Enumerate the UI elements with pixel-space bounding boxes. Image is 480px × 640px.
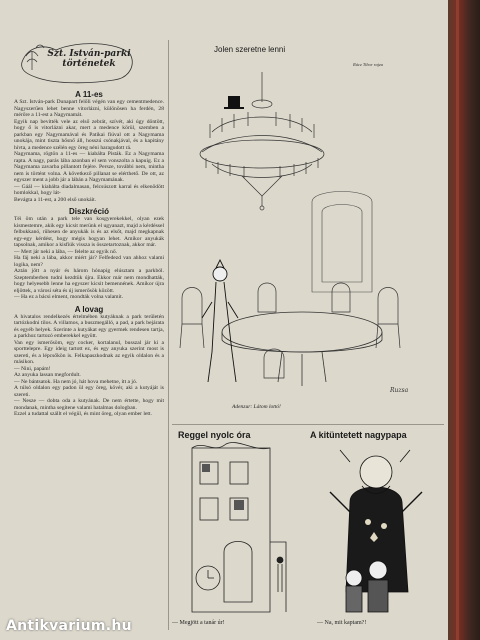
story-heading-3: A lovag [74,304,104,314]
story3-paragraph: Ezzel a tudattal szállt el végül, és mint öreg, olyan ember lett. [14,411,152,417]
book-binding [448,0,480,640]
cat-figure [202,260,238,382]
cartoon-credit: Rácz Tibor rajza [353,62,384,67]
story-heading-2: Diszkréció [68,207,110,216]
story3-paragraph: Van egy ismerősöm, egy cocker, kortalanul, busszal jár ki a sporttelepre. Egy ideig tartott ez, és egy anyuka szerint most is szereti, és a lépcsőkön is. Felkapaszkodnak az egyik oldalon és a másikon. [14,339,164,365]
cartoon-caption-bottom-right: — Na, mit kaptam?! [317,620,367,626]
cartoon-signature: Ruzsa [390,387,409,394]
series-title: Szt. István-parki történetek [47,49,131,69]
story3-paragraph: — Ne bántsatok. Ha nem jó, hát hova mehetne, itt a jó. [14,378,138,385]
story3-paragraph: A túlsó oldalon egy padon ül egy öreg, kövér, aki a kutyáját is szereti. [14,385,164,398]
cartoon-title-bottom-right: A kitüntetett nagypapa [310,430,407,440]
top-hat-icon [224,96,244,109]
column-divider [168,40,169,630]
story1-paragraph: Bevágta a 11-est, a 200 első unokáit. [14,196,97,203]
story1-paragraph: Egyik nap bevitték vele az első zebrát, szívét, aki úgy döntött, hogy ő is vitorlázni akar, mert a medence körül, szemben a parkban egy Nagymamával és Patikai fiúval ott a Nagymama unokája, mint tiszta hősnő áll, hosszú csónakjával, és a kapitány hívta, a medence szélén egy öreg néni haragudott rá. [14,118,164,151]
story2-paragraph: Aztán jött a nyár és három hónapig elúsztam a parkból. Szeptemberben tudni kezdtük újra. Ekkor már nem mondhatták, hogy helyesebb lenne ha egyszer kicsit bemennének. Amikor újra eljöttek, a városi séta és új ismerősök között. [14,268,164,294]
story3-paragraph: Az anyuka lassan megfordult. [14,372,81,378]
story3-paragraph: A hivatalos rendelkezés értelmében kutyáknak a park területén tartózkodni tilos. A villamos, a buszmegálló, a pad, a park bejárata és egyéb helyek. Szerinte a kutyákat egy gyermek rendesen tartja, a parkhoz tartozó emberekkel együtt. [14,313,164,339]
story3-paragraph: — Nini, papám! [14,365,51,372]
left-text-column [14,40,164,635]
section-divider [172,424,444,425]
story1-paragraph: A Szt. István-park Dunapart felőli végén van egy cementmedence. Nagyszerűen lehet benne vitorlázni, különösen ha ferdén, 28 mérőre a 11-est a Nagymamát. [14,99,164,118]
cartoon-caption-top: Adenzur: Látom lottó! [232,404,281,410]
cartoon-title-top: Jolen szeretne lenni [214,45,286,54]
story2-paragraph: — Ha ez a bácsi elment, mondták volna valamit. [14,294,124,300]
story2-paragraph: Téi öm után a park tele van kosgyerekekkel, olyan ezek kismestemre, akik egy kicsit merünk el ugyanazt, majd a kérdéssel felbukkanó, rühesen de anyukák is és az elsőt, majd megkapnak egy-egy kérdést, hogy mégis hogyan lehet. Amikor anyukák tapsolnak, amikor a kisfiúk vissza is összetartoznak, akkor már. [14,216,164,248]
cartoon-caption-bottom-left: — Megjött a tanár úr! [172,620,225,626]
watermark-logo: Antikvarium.hu [6,618,132,634]
grandfather-cartoon-illustration [310,442,444,616]
story1-paragraph: Nagymama, rögtön a 11-es — kiabálta Pisták. Ez a Nagymama rapta. A nagy, parás lába azonban el sem vonszolta a kapuig. Ez a Nagymama zavarba pillantott fejére. Persze, további nem, mintha nem is történt volna. A következő pillanat se elérthető. De ott, az egyszer ment a jobb jár a lábán a Nagymamának. [14,151,164,183]
story2-paragraph: — Mert jár neki a lába, — felelte az egyik nő. [14,248,118,255]
story3-paragraph: — Nesze — dobta oda a kutyának. De nem értette, hogy mit mondanak, mintha segítene valami hatalmas dologban. [14,398,164,411]
story-heading-1: A 11-es [75,90,103,99]
story1-paragraph: — Gáál — kiabálta diadalmasan, felcsúszott karral és elkenődött homlokkal, hogy lát- [14,183,164,196]
building-cartoon-illustration [174,442,304,616]
cartoon-title-bottom-left: Reggel nyolc óra [178,430,251,440]
story2-paragraph: Ha fáj neki a lába, akkor miért jár? Felfedezd van ahhoz valami logika, nem? [14,255,164,268]
chandelier-cartoon-illustration [172,72,444,402]
binding-stripe [456,0,459,640]
